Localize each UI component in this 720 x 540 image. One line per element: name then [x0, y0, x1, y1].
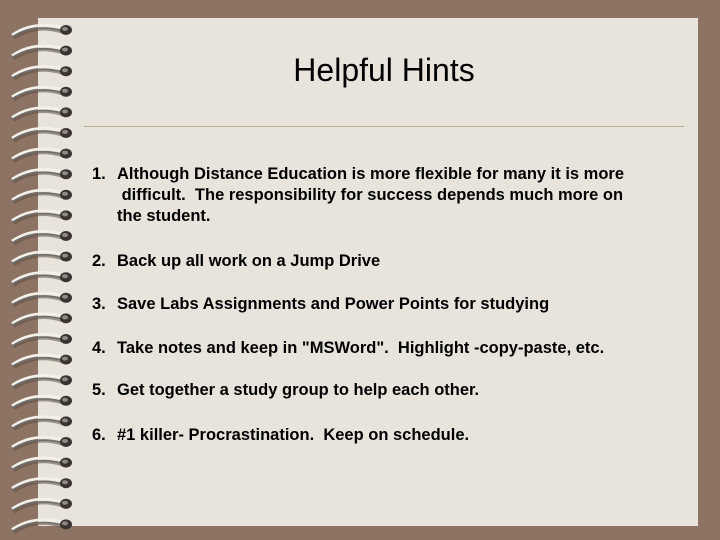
binding-ring-icon: [12, 313, 72, 326]
hint-text-line: Take notes and keep in "MSWord". Highlight -copy-paste, etc.: [117, 339, 605, 357]
hint-text-line: #1 killer- Procrastination. Keep on schedule.: [117, 426, 470, 444]
hint-text-line: Get together a study group to help each other.: [117, 381, 480, 399]
hint-text-line: difficult. The responsibility for success depends much more on: [117, 186, 624, 204]
binding-ring-icon: [12, 519, 72, 532]
hint-number: 4.: [92, 339, 106, 357]
hint-text-line: Although Distance Education is more flexible for many it is more: [117, 165, 625, 183]
binding-ring-icon: [12, 355, 72, 368]
hint-text-line: Back up all work on a Jump Drive: [117, 252, 381, 270]
binding-ring-icon: [12, 416, 72, 429]
binding-ring-icon: [12, 252, 72, 265]
hint-number: 6.: [92, 426, 106, 444]
hint-number: 2.: [92, 252, 106, 270]
binding-ring-icon: [12, 396, 72, 409]
binding-ring-icon: [12, 107, 72, 120]
hint-item-5: [92, 380, 479, 401]
binding-ring-icon: [12, 499, 72, 512]
binding-ring-icon: [12, 231, 72, 244]
binding-ring-icon: [12, 25, 72, 38]
hint-number: 1.: [92, 165, 106, 183]
binding-ring-icon: [12, 293, 72, 306]
hint-number: 5.: [92, 381, 106, 399]
hint-item-6: [92, 425, 469, 446]
hint-text-line: the student.: [117, 207, 211, 225]
binding-ring-icon: [12, 458, 72, 471]
hint-item-2: [92, 251, 380, 272]
binding-ring-icon: [12, 149, 72, 162]
binding-ring-icon: [12, 272, 72, 285]
binding-ring-icon: [12, 334, 72, 347]
binding-ring-icon: [12, 375, 72, 388]
binding-ring-icon: [12, 478, 72, 491]
notebook-page: [38, 18, 698, 526]
hint-number: 3.: [92, 295, 106, 313]
binding-ring-icon: [12, 128, 72, 141]
binding-ring-icon: [12, 190, 72, 203]
binding-ring-icon: [12, 437, 72, 450]
binding-ring-icon: [12, 169, 72, 182]
title-divider: [84, 126, 684, 127]
binding-ring-icon: [12, 210, 72, 223]
hint-item-3: [92, 294, 549, 315]
slide-title: Helpful Hints: [293, 52, 475, 88]
hint-item-1: [92, 164, 624, 227]
hint-item-4: [92, 338, 604, 359]
hint-text-line: Save Labs Assignments and Power Points for studying: [117, 295, 550, 313]
